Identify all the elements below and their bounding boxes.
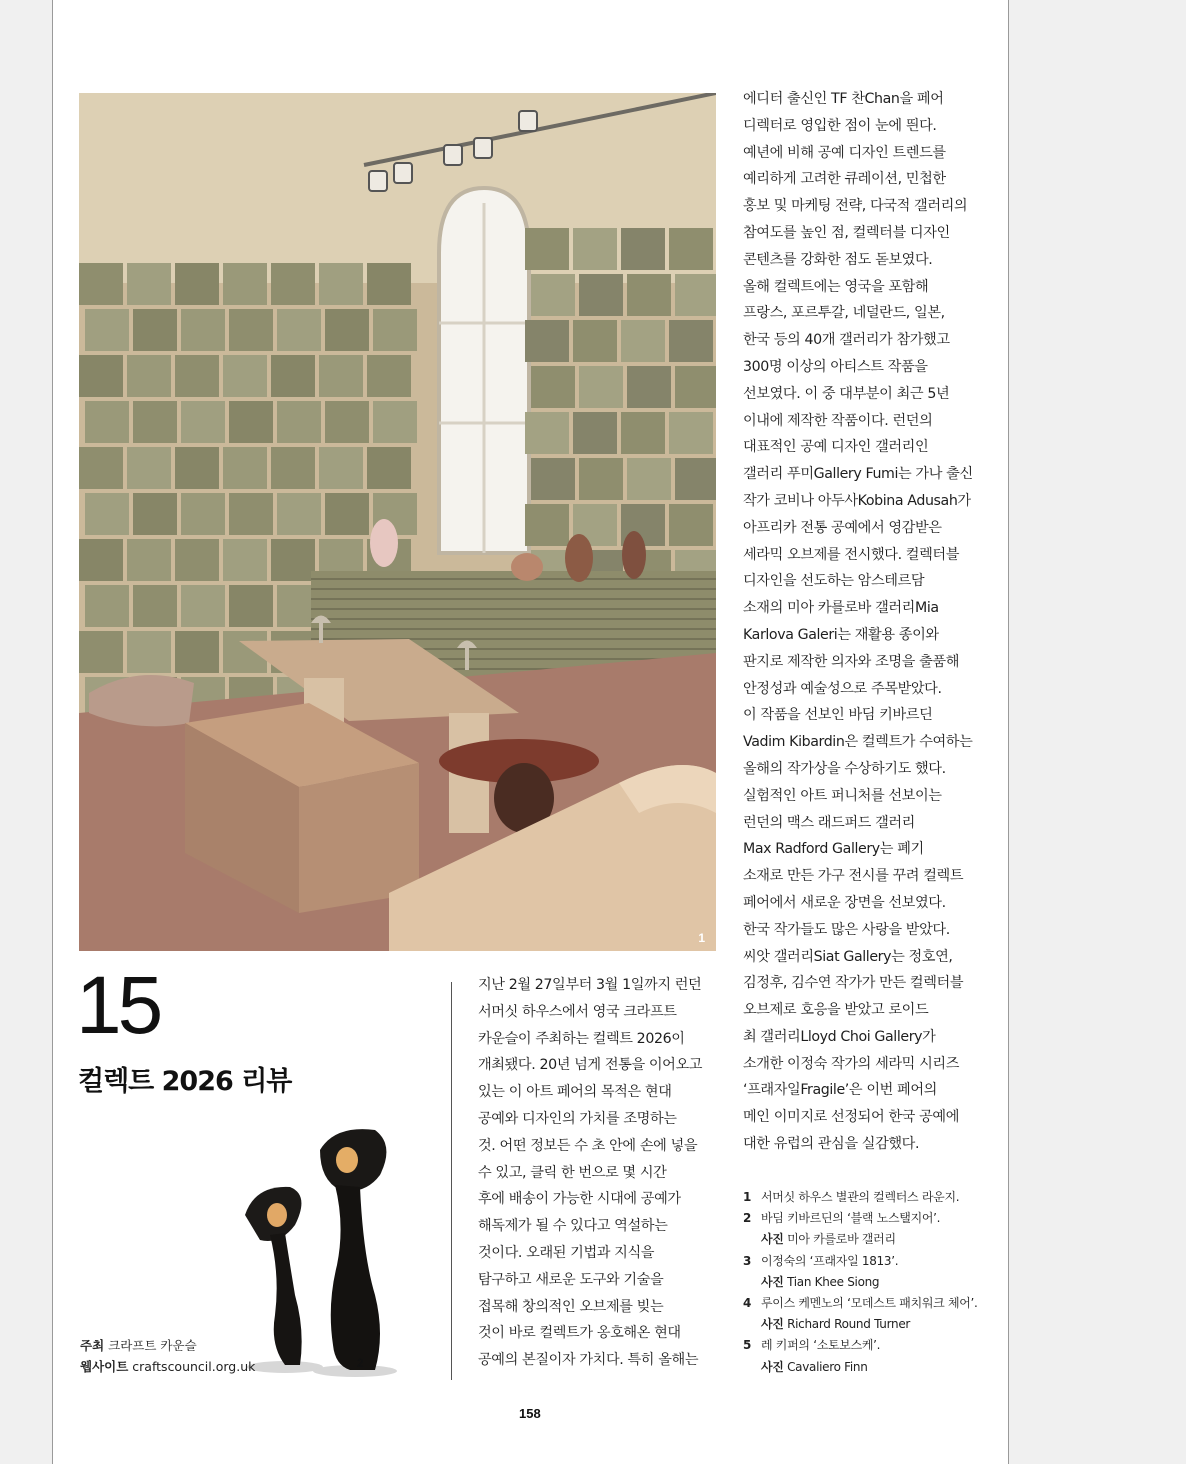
body-line: ‘프래자일Fragile’은 이번 페어의 [743, 1082, 937, 1099]
body-line: 것이 바로 컬렉트가 옹호해온 현대 [478, 1325, 681, 1342]
body-line: 최 갤러리Lloyd Choi Gallery가 [743, 1028, 936, 1045]
body-line: 메인 이미지로 선정되어 한국 공예에 [743, 1109, 960, 1126]
caption-credit [743, 1314, 978, 1335]
caption-item [743, 1251, 978, 1272]
caption-number: 5 [743, 1338, 752, 1353]
credit-value: Tian Khee Siong [783, 1274, 880, 1289]
body-line: 갤러리 푸미Gallery Fumi는 가나 출신 [743, 466, 973, 483]
body-line: Karlova Galeri는 재활용 종이와 [743, 626, 939, 643]
body-line: 판지로 제작한 의자와 조명을 출품해 [743, 653, 960, 670]
body-line: 한국 등의 40개 갤러리가 참가했고 [743, 332, 950, 349]
caption-credit [743, 1272, 978, 1293]
body-line: 소재로 만든 가구 전시를 꾸려 컬렉트 [743, 868, 964, 885]
body-line: 씨앗 갤러리Siat Gallery는 정호연, [743, 948, 953, 965]
body-line: 지난 2월 27일부터 3월 1일까지 런던 [478, 977, 702, 993]
body-line: 공예의 본질이자 가치다. 특히 올해는 [478, 1352, 699, 1369]
body-line: 페어에서 새로운 장면을 선보였다. [743, 894, 946, 911]
body-line: 아프리카 전통 공예에서 영감받은 [743, 519, 942, 536]
body-line: 실험적인 아트 퍼니처를 선보이는 [743, 787, 942, 804]
column-divider [451, 982, 452, 1380]
body-line: 콘텐츠를 강화한 점도 돋보였다. [743, 251, 933, 268]
credit-value: Cavaliero Finn [783, 1359, 868, 1374]
body-line: 대표적인 공예 디자인 갤러리인 [743, 439, 929, 456]
body-line: 이내에 제작한 작품이다. 런던의 [743, 412, 933, 429]
lamp-sculpture-photo [235, 1115, 405, 1377]
info-website [80, 1357, 255, 1375]
caption-number: 4 [743, 1295, 752, 1310]
body-line: 오브제로 호응을 받았고 로이드 [743, 1002, 929, 1019]
photo-number-1: 1 [698, 931, 705, 945]
caption-number: 2 [743, 1211, 752, 1226]
caption-text: 바딤 키바르딘의 ‘블랙 노스탤지어’. [761, 1211, 941, 1226]
caption-number: 1 [743, 1190, 752, 1204]
body-line: 올해 컬렉트에는 영국을 포함해 [743, 278, 929, 295]
info-host [80, 1336, 197, 1354]
body-line: 것. 어떤 정보든 수 초 안에 손에 넣을 [478, 1137, 698, 1154]
body-line: 김정후, 김수연 작가가 만든 컬렉터블 [743, 975, 964, 992]
body-line: 수 있고, 클릭 한 번으로 몇 시간 [478, 1164, 667, 1181]
body-line: 프랑스, 포르투갈, 네덜란드, 일본, [743, 305, 945, 322]
credit-value: 미아 카를로바 갤러리 [783, 1232, 896, 1247]
article-number: 15 [76, 960, 160, 1051]
host-value: 크라프트 카운슬 [108, 1338, 197, 1353]
body-line: Max Radford Gallery는 폐기 [743, 841, 924, 858]
caption-text: 이정숙의 ‘프래자일 1813’. [761, 1253, 899, 1268]
body-line: 있는 이 아트 페어의 목적은 현대 [478, 1084, 672, 1101]
body-line: 참여도를 높인 점, 컬렉터블 디자인 [743, 224, 950, 241]
lounge-photo [79, 93, 716, 951]
body-line: 예년에 비해 공예 디자인 트렌드를 [743, 144, 946, 161]
credit-value: Richard Round Turner [783, 1317, 911, 1332]
body-line: 올해의 작가상을 수상하기도 했다. [743, 760, 946, 777]
body-text-right [743, 86, 973, 1158]
caption-credit [743, 1229, 978, 1250]
website-label: 웹사이트 [80, 1359, 129, 1374]
body-line: 선보였다. 이 중 대부분이 최근 5년 [743, 385, 950, 402]
caption-number: 3 [743, 1253, 752, 1268]
credit-label: 사진 [761, 1274, 784, 1289]
caption-text: 레 키퍼의 ‘소토보스케’. [761, 1338, 881, 1353]
credit-label: 사진 [761, 1359, 784, 1374]
body-line: 소재의 미아 카를로바 갤러리Mia [743, 600, 939, 617]
photo-captions [743, 1187, 978, 1378]
caption-item [743, 1187, 978, 1208]
body-line: 개최됐다. 20년 넘게 전통을 이어오고 [478, 1057, 703, 1074]
body-line: 런던의 맥스 래드퍼드 갤러리 [743, 814, 915, 831]
body-line: Vadim Kibardin은 컬렉트가 수여하는 [743, 734, 973, 751]
body-line: 디렉터로 영입한 점이 눈에 띈다. [743, 117, 937, 134]
article-title: 컬렉트 2026 리뷰 [78, 1066, 292, 1097]
body-line: 이 작품을 선보인 바딤 키바르딘 [743, 707, 933, 724]
caption-item [743, 1208, 978, 1229]
body-line: 디자인을 선도하는 암스테르담 [743, 573, 925, 590]
body-line: 후에 배송이 가능한 시대에 공예가 [478, 1191, 681, 1208]
body-line: 대한 유럽의 관심을 실감했다. [743, 1136, 920, 1153]
page-number: 158 [519, 1406, 541, 1421]
body-line: 서머싯 하우스에서 영국 크라프트 [478, 1003, 677, 1020]
caption-item [743, 1293, 978, 1314]
body-line: 안정성과 예술성으로 주목받았다. [743, 680, 942, 697]
body-line: 예리하게 고려한 큐레이션, 민첩한 [743, 171, 946, 188]
caption-text: 서머싯 하우스 별관의 컬렉터스 라운지. [761, 1190, 960, 1204]
website-value: craftscouncil.org.uk [132, 1359, 256, 1374]
caption-text: 루이스 케멘노의 ‘모데스트 패치워크 체어’. [761, 1295, 978, 1310]
body-line: 것이다. 오래된 기법과 지식을 [478, 1244, 655, 1261]
body-line: 소개한 이정숙 작가의 세라믹 시리즈 [743, 1055, 960, 1072]
body-line: 한국 작가들도 많은 사랑을 받았다. [743, 921, 950, 938]
host-label: 주최 [80, 1338, 105, 1353]
body-line: 접목해 창의적인 오브제를 빚는 [478, 1298, 664, 1315]
body-line: 카운슬이 주최하는 컬렉트 2026이 [478, 1030, 685, 1047]
body-line: 300명 이상의 아티스트 작품을 [743, 358, 928, 375]
body-line: 세라믹 오브제를 전시했다. 컬렉터블 [743, 546, 960, 563]
caption-credit [743, 1357, 978, 1378]
body-line: 탐구하고 새로운 도구와 기술을 [478, 1271, 664, 1288]
body-line: 홍보 및 마케팅 전략, 다국적 갤러리의 [743, 198, 968, 215]
caption-item [743, 1335, 978, 1356]
body-text-left [478, 972, 702, 1374]
body-line: 해독제가 될 수 있다고 역설하는 [478, 1218, 668, 1235]
body-line: 작가 코비나 아두사Kobina Adusah가 [743, 492, 971, 509]
credit-label: 사진 [761, 1232, 784, 1247]
credit-label: 사진 [761, 1317, 784, 1332]
body-line: 에디터 출신인 TF 찬Chan을 페어 [743, 91, 944, 107]
body-line: 공예와 디자인의 가치를 조명하는 [478, 1110, 677, 1127]
photo-number-2: 2 [357, 1356, 364, 1370]
